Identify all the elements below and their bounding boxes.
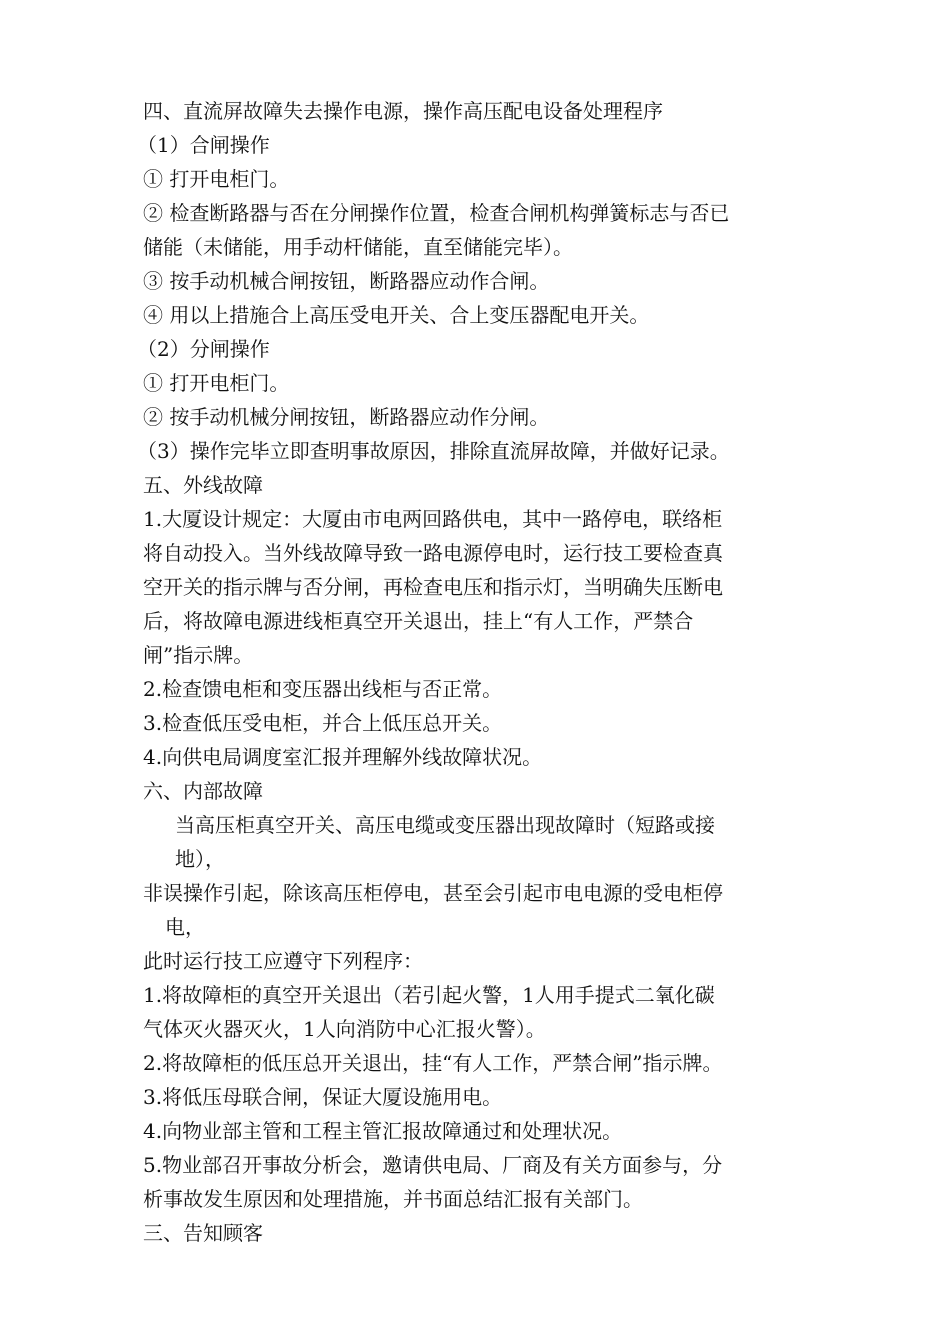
subsection-heading: （2）分闸操作 xyxy=(137,337,270,361)
numbered-item: 5.物业部召开事故分析会，邀请供电局、厂商及有关方面参与，分 xyxy=(143,1153,723,1177)
subsection-heading: （3）操作完毕立即查明事故原因，排除直流屏故障，并做好记录。 xyxy=(137,439,730,463)
section-heading: 五、外线故障 xyxy=(143,473,263,497)
numbered-item-continuation: 后，将故障电源进线柜真空开关退出，挂上“有人工作，严禁合 xyxy=(143,609,694,633)
step-item: ② 检查断路器与否在分闸操作位置，检查合闸机构弹簧标志与否已 xyxy=(143,201,730,225)
numbered-item: 2.将故障柜的低压总开关退出，挂“有人工作，严禁合闸”指示牌。 xyxy=(143,1051,723,1075)
paragraph-line: 此时运行技工应遵守下列程序： xyxy=(143,949,423,973)
numbered-item-continuation: 将自动投入。当外线故障导致一路电源停电时，运行技工要检查真 xyxy=(143,541,723,565)
paragraph-line: 非误操作引起，除该高压柜停电，甚至会引起市电电源的受电柜停 xyxy=(143,881,723,905)
numbered-item: 3.检查低压受电柜，并合上低压总开关。 xyxy=(143,711,503,735)
numbered-item: 2.检查馈电柜和变压器出线柜与否正常。 xyxy=(143,677,503,701)
paragraph-line: 当高压柜真空开关、高压电缆或变压器出现故障时（短路或接 xyxy=(175,813,715,837)
numbered-item-continuation: 析事故发生原因和处理措施，并书面总结汇报有关部门。 xyxy=(143,1187,643,1211)
numbered-item: 1.将故障柜的真空开关退出（若引起火警，1人用手提式二氧化碳 xyxy=(143,983,715,1007)
step-item: ② 按手动机械分闸按钮，断路器应动作分闸。 xyxy=(143,405,550,429)
numbered-item: 3.将低压母联合闸，保证大厦设施用电。 xyxy=(143,1085,503,1109)
document-body xyxy=(137,94,823,1250)
numbered-item: 4.向物业部主管和工程主管汇报故障通过和处理状况。 xyxy=(143,1119,623,1143)
step-item-continuation: 储能（未储能，用手动杆储能，直至储能完毕）。 xyxy=(143,235,573,259)
step-item: ① 打开电柜门。 xyxy=(143,371,290,395)
numbered-item-continuation: 空开关的指示牌与否分闸，再检查电压和指示灯，当明确失压断电 xyxy=(143,575,723,599)
paragraph-line: 电， xyxy=(165,915,205,939)
section-heading: 六、内部故障 xyxy=(143,779,263,803)
step-item: ④ 用以上措施合上高压受电开关、合上变压器配电开关。 xyxy=(143,303,650,327)
numbered-item-continuation: 气体灭火器灭火，1人向消防中心汇报火警）。 xyxy=(143,1017,546,1041)
subsection-heading: （1）合闸操作 xyxy=(137,133,270,157)
paragraph-line: 地）， xyxy=(175,847,225,871)
step-item: ① 打开电柜门。 xyxy=(143,167,290,191)
numbered-item: 4.向供电局调度室汇报并理解外线故障状况。 xyxy=(143,745,543,769)
section-heading: 四、直流屏故障失去操作电源，操作高压配电设备处理程序 xyxy=(143,99,663,123)
section-heading: 三、告知顾客 xyxy=(143,1221,263,1245)
numbered-item-continuation: 闸”指示牌。 xyxy=(143,643,254,667)
step-item: ③ 按手动机械合闸按钮，断路器应动作合闸。 xyxy=(143,269,550,293)
numbered-item: 1.大厦设计规定：大厦由市电两回路供电，其中一路停电，联络柜 xyxy=(143,507,723,531)
